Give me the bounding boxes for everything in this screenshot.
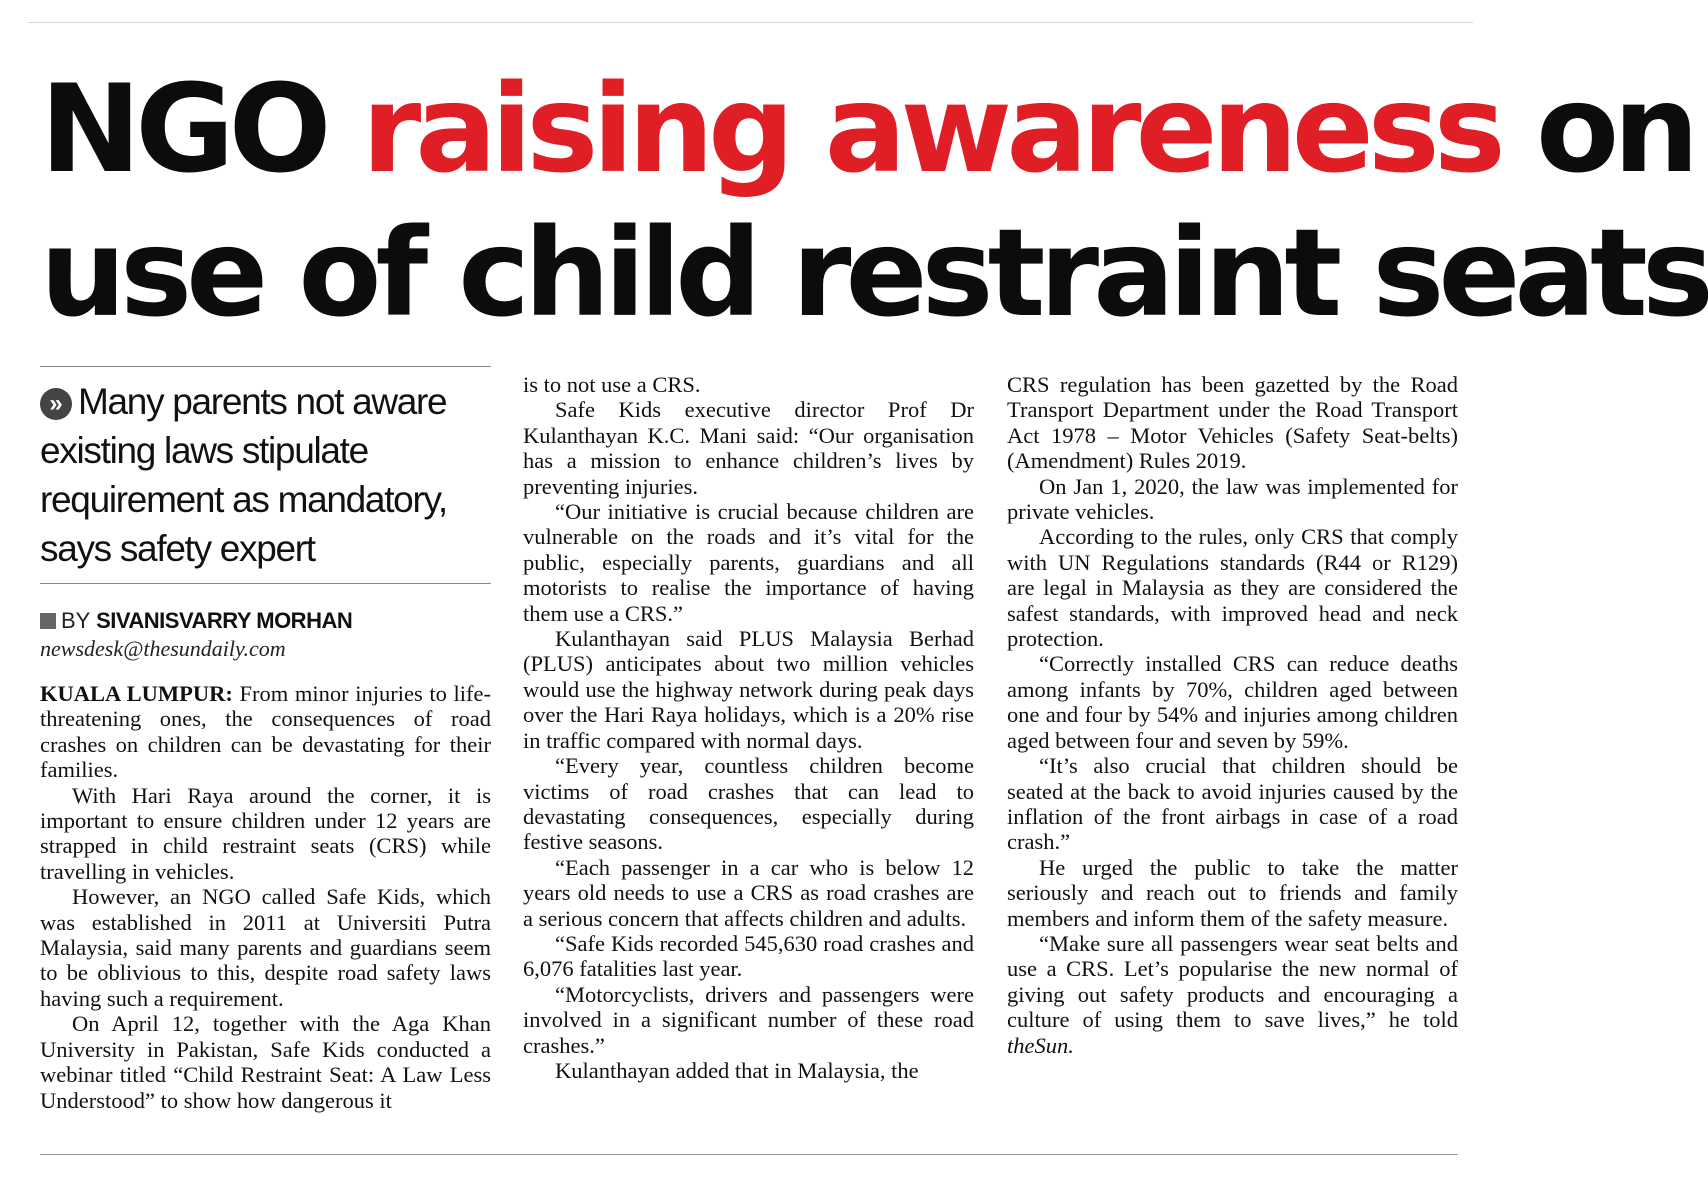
headline xyxy=(40,58,1708,346)
double-chevron-icon: » xyxy=(40,388,72,420)
paragraph: “Every year, countless children become victims of road crashes that can lead to devastating consequences, especially during festive seasons. xyxy=(523,753,974,855)
top-rule xyxy=(28,22,1473,23)
headline-line2: use of child restraint seats xyxy=(40,203,1708,344)
byline-by: BY xyxy=(61,608,90,633)
article-column-2 xyxy=(523,372,974,1083)
paragraph: is to not use a CRS. xyxy=(523,372,701,397)
publication-name: theSun. xyxy=(1007,1032,1074,1058)
paragraph: However, an NGO called Safe Kids, which was established in 2011 at Universiti Putra Malaysia, said many parents and guardians seem to be oblivious to this, despite road safety laws having such a requirement. xyxy=(40,884,491,1011)
byline-email: newsdesk@thesundaily.com xyxy=(40,636,286,661)
paragraph-text: From minor injuries to life-threatening ones, the consequences of road crashes on children can be devastating for their families. xyxy=(40,681,492,783)
deck-text: Many parents not aware existing laws stipulate requirement as mandatory, says safety expert xyxy=(40,381,447,569)
paragraph: With Hari Raya around the corner, it is important to ensure children under 12 years are strapped in child restraint seats (CRS) while travelling in vehicles. xyxy=(40,782,491,884)
paragraph: According to the rules, only CRS that comply with UN Regulations standards (R44 or R129) are legal in Malaysia as they are considered the safest standards, with improved head and neck protection. xyxy=(1007,524,1458,652)
paragraph: “Our initiative is crucial because children are vulnerable on the roads and it’s vital for the public, especially parents, guardians and all motorists to realise the importance of having them use a CRS.” xyxy=(523,499,974,626)
column-1-body xyxy=(40,681,491,1113)
paragraph: Kulanthayan added that in Malaysia, the xyxy=(555,1057,919,1083)
paragraph: On Jan 1, 2020, the law was implemented for private vehicles. xyxy=(1007,473,1458,525)
bottom-rule xyxy=(40,1154,1458,1155)
dateline: KUALA LUMPUR: xyxy=(40,681,233,706)
paragraph xyxy=(1007,931,1458,1058)
paragraph: “It’s also crucial that children should be seated at the back to avoid injuries caused by the inflation of the front airbags in case of a road crash.” xyxy=(1007,753,1458,855)
article-column-1 xyxy=(40,366,491,1113)
paragraph: On April 12, together with the Aga Khan University in Pakistan, Safe Kids conducted a webinar titled “Child Restraint Seat: A Law Less Understood” to show how dangerous it xyxy=(40,1011,491,1113)
byline-square-icon xyxy=(40,613,56,629)
deck-bottom-rule xyxy=(40,583,491,584)
paragraph: “Each passenger in a car who is below 12 years old needs to use a CRS as road crashes are a serious concern that affects children and adults. xyxy=(523,854,974,931)
deck-top-rule xyxy=(40,366,491,367)
paragraph: “Safe Kids recorded 545,630 road crashes and 6,076 fatalities last year. xyxy=(523,930,974,982)
deck xyxy=(40,377,491,583)
paragraph-text: “Make sure all passengers wear seat belts and use a CRS. Let’s popularise the new normal of giving out safety products and encouraging a culture of using them to save lives,” he told xyxy=(1007,930,1458,1033)
paragraph: CRS regulation has been gazetted by the Road Transport Department under the Road Transport Act 1978 – Motor Vehicles (Safety Seat-belts) (Amendment) Rules 2019. xyxy=(1007,372,1458,474)
paragraph: Kulanthayan said PLUS Malaysia Berhad (PLUS) anticipates about two million vehicles would use the highway network during peak days over the Hari Raya holidays, which is a 20% rise in traffic compared with normal days. xyxy=(523,626,974,753)
paragraph: Safe Kids executive director Prof Dr Kulanthayan K.C. Mani said: “Our organisation has a mission to enhance children’s lives by preventing injuries. xyxy=(523,397,974,499)
headline-part1: NGO xyxy=(40,59,362,200)
paragraph xyxy=(40,681,491,783)
headline-highlight: raising awareness xyxy=(361,59,1500,200)
byline-author: SIVANISVARRY MORHAN xyxy=(96,608,353,633)
paragraph: “Correctly installed CRS can reduce deaths among infants by 70%, children aged between one and four by 54% and injuries among children aged between four and seven by 59%. xyxy=(1007,651,1458,753)
byline xyxy=(40,606,491,636)
paragraph: He urged the public to take the matter seriously and reach out to friends and family members and inform them of the safety measure. xyxy=(1007,854,1458,931)
headline-part3: on xyxy=(1499,59,1694,200)
article-column-3 xyxy=(1007,372,1458,1058)
paragraph: “Motorcyclists, drivers and passengers were involved in a significant number of these road crashes.” xyxy=(523,981,974,1058)
